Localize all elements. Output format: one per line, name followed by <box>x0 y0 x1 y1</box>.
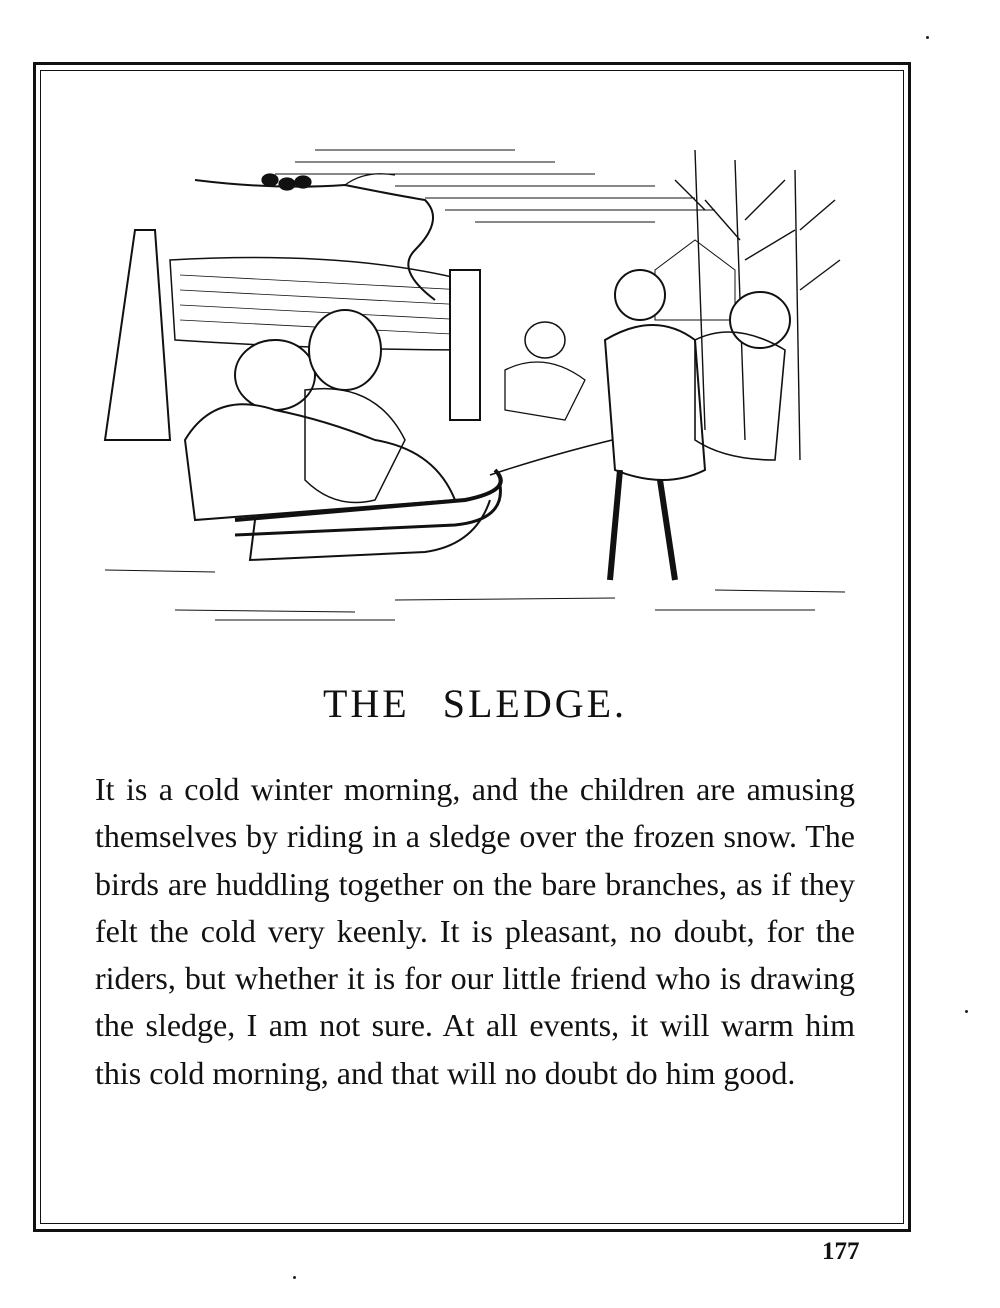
sledge-illustration-icon <box>95 140 855 630</box>
body-paragraph <box>95 766 855 1097</box>
paper-speck <box>926 36 929 39</box>
paper-speck <box>293 1276 296 1279</box>
page-title: THE SLEDGE. <box>322 681 628 726</box>
body-text: It is a cold winter morning, and the children are amusing themselves by riding in a sledge over the frozen snow. The birds are huddling together on the bare branches, as if they felt the cold very keenly. It is pleasant, no doubt, for the riders, but whether it is for our little friend who is drawing the sledge, I am not sure. At all events, it will warm him this cold morning, and that will no doubt do him good. <box>95 771 855 1091</box>
paper-speck <box>965 1010 968 1013</box>
page-number: 177 <box>822 1238 860 1265</box>
